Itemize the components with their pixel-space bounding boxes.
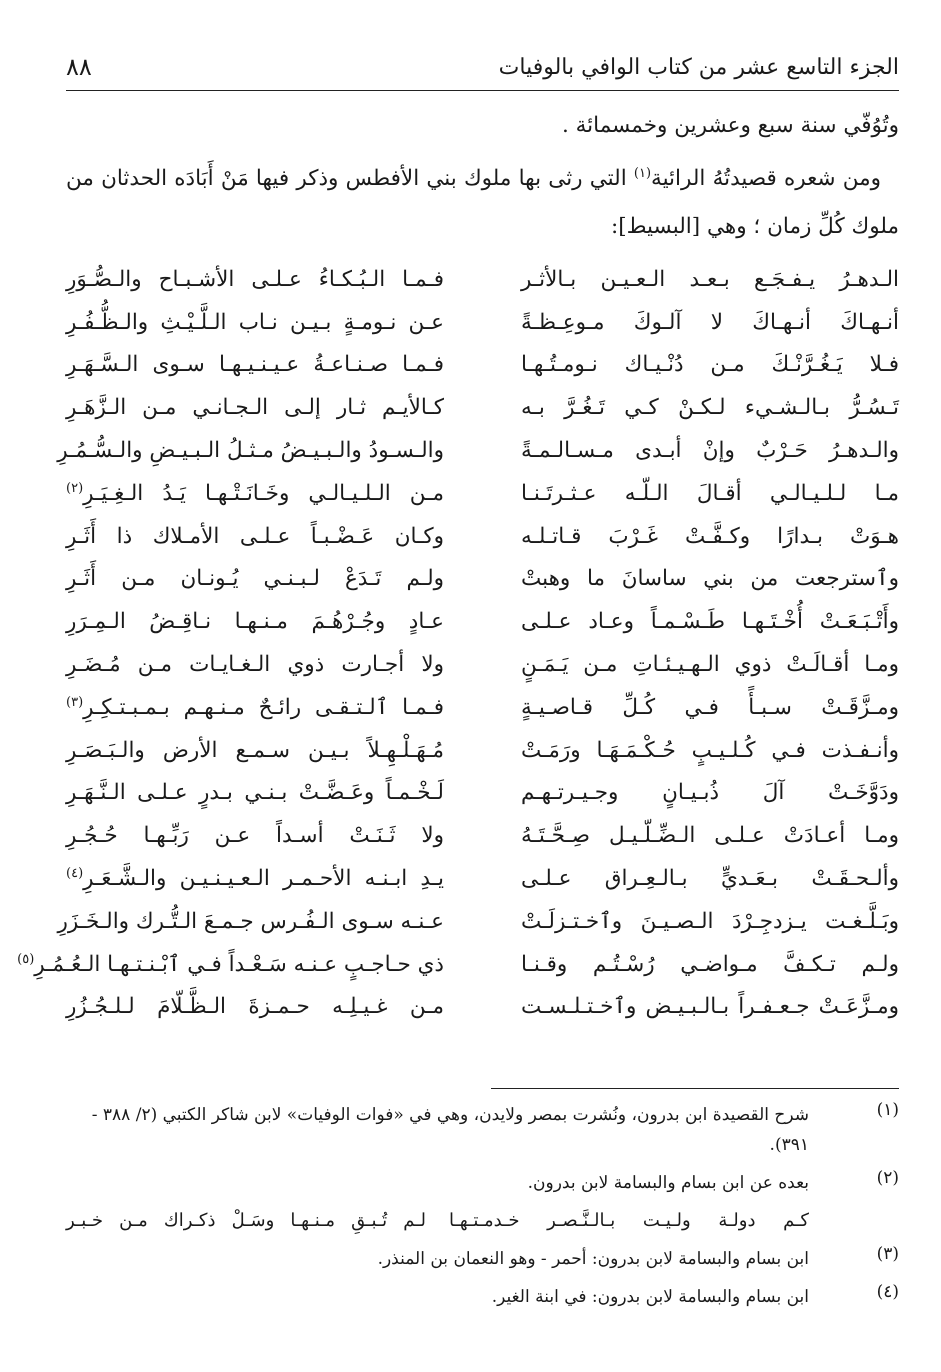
verse-line	[66, 472, 899, 515]
second-hemistich-text: ذي حـاجـبٍ عـنـه سَـعْـداً فـي ٱبْـنـتـهـا الـعُـمُـرِ	[34, 951, 444, 977]
first-hemistich: ومـزَّقَـتْ سـبـأً فـي كُـلِّ قـاصـيـةٍ	[521, 694, 899, 720]
footnote-verse-second-hemistich: لـم تُـبـقِ مـنـهـا وسَـلْ ذكـراك مـن خـبـر	[66, 1210, 426, 1231]
first-hemistich: فـلا يَـغُـرَّنْـكَ مـن دُنْـيـاك نـومـتُـهـا	[521, 352, 899, 378]
second-hemistich	[66, 695, 444, 720]
second-hemistich-text: مـن غـيـلِـه حـمـزةَ الـظَّـلّامَ لـلـجُـزُرِ	[66, 994, 444, 1020]
second-hemistich-text: عـنـه سـوى الـفُـرس جـمـعَ الـتُّـرك والـخَـزَرِ	[57, 908, 444, 934]
second-hemistich-text: فـمـا صـنـاعـةُ عـيـنـيـهـا سـوى الـسَّـهَـرِ	[66, 352, 444, 378]
first-hemistich: وبَـلَّـغـت يـزدجِـرْدَ الـصـيـنَ وٱخـتـزلَـتْ	[521, 908, 899, 934]
second-hemistich-text: ولا ثَـنَـتْ أسـداً عـن رَبِّـهـا حُـجُـرِ	[66, 823, 444, 849]
second-hemistich-text: ولا أجـارت ذوي الـغـايـات مـن مُـضَـرِ	[66, 652, 444, 678]
second-hemistich	[66, 481, 444, 506]
second-hemistich	[66, 310, 444, 335]
second-hemistich	[66, 566, 444, 591]
footnotes	[66, 1100, 899, 1320]
verse-line	[66, 729, 899, 772]
verse-line	[66, 643, 899, 686]
second-hemistich	[57, 908, 444, 934]
prose-paragraph-2	[66, 150, 899, 251]
second-hemistich	[66, 352, 444, 377]
first-hemistich: مـا لـلـيـالـي أقـالَ الـلّـه عـثـرتَـنـا	[521, 480, 899, 506]
verse-line	[66, 686, 899, 729]
footnote-text: بعده عن ابن بسام والبسامة لابن بدرون.	[527, 1173, 809, 1193]
footnote-verse-first-hemistich: كـم دولـة ولـيـت بـالـنَّـصـر خـدمـتـهـا	[449, 1210, 809, 1231]
footnote-1	[66, 1100, 899, 1160]
first-hemistich: الـدهـرُ يـفـجَـع بـعـد الـعـيـن بـالأثـر	[521, 266, 899, 292]
second-hemistich	[66, 267, 444, 292]
second-hemistich-text: مُـهَـلْـهِـلاً بـيـن سـمـع الأرض والـبَـصَـرِ	[66, 737, 444, 763]
first-hemistich: وألـحـقَـتْ بـعَـديٍّ بـالـعِـراق عـلـى	[521, 866, 899, 892]
footnote-ref: (٥)	[17, 951, 35, 967]
second-hemistich	[66, 780, 444, 805]
verse-line	[66, 772, 899, 815]
verse-line	[66, 301, 899, 344]
first-hemistich: وأَتْـبَـعَـتْ أُخْـتَـهـا طَـسْـمـاً وعـاد عـلـى	[521, 609, 899, 635]
second-hemistich-text: والـسـودُ والـبـيـضُ مـثـلُ الـبـيـضِ والـسُّـمُـرِ	[57, 438, 444, 464]
verse-line	[17, 943, 899, 986]
first-hemistich: ومـا أعـادَتْ عـلـى الـضِّـلّـيـل صِـحَّـتَـهُ	[521, 823, 899, 849]
first-hemistich: هـوَتْ بـدارًا وكـفَّـتْ غَـرْبَ قـاتـلـه	[521, 523, 899, 549]
second-hemistich-text: وكـان عَـضْـبـاً عـلـى الأمـلاك ذا أَثَـرِ	[66, 523, 444, 549]
verse-line	[57, 429, 899, 472]
first-hemistich: والـدهـرُ حَـرْبٌ وإنْ أبـدى مـسـالـمـةً	[521, 438, 899, 464]
second-hemistich	[17, 951, 444, 977]
footnote-ref-1: (١)	[633, 166, 652, 181]
prose-line-1: وتُوُفّي سنة سبع وعشرين وخمسمائة .	[561, 113, 899, 138]
second-hemistich	[66, 652, 444, 677]
page-number: ٨٨	[66, 53, 92, 81]
footnote-4	[66, 1282, 899, 1312]
footnote-number: (٣)	[876, 1244, 899, 1264]
second-hemistich-text: فـمـا الـبُـكـاءُ عـلـى الأشـبـاح والـصُّـوَرِ	[66, 266, 444, 292]
second-hemistich-text: عـادٍ وجُـرْهُـمَ مـنـهـا نـاقِـضُ الـمِـرَرِ	[66, 609, 444, 635]
footnote-ref: (٣)	[66, 694, 84, 710]
running-title: الجزء التاسع عشر من كتاب الوافي بالوفيات	[498, 54, 899, 80]
footnote-text: ابن بسام والبسامة لابن بدرون: في ابنة الغير.	[491, 1287, 809, 1307]
footnote-text: شرح القصيدة ابن بدرون، ونُشرت بمصر ولايدن، وهي في «فوات الوفيات» لابن شاكر الكتبي (٢/ ٣٨٨ - ٣٩١).	[91, 1105, 809, 1155]
second-hemistich	[66, 395, 444, 420]
second-hemistich	[66, 524, 444, 549]
footnote-number: (٤)	[876, 1282, 899, 1302]
second-hemistich-text: كـالأيـم ثـار إلـى الـجـانـي مـن الـزَّهَـرِ	[66, 395, 444, 421]
footnote-divider	[491, 1088, 899, 1089]
verse-line	[66, 986, 899, 1029]
prose-text-b: التي رثى بها ملوك بني الأفطس وذكر فيها مَنْ أَبَادَه الحدثان من ملوك كُلِّ زمان ؛ وهي [البسيط]:	[66, 166, 899, 240]
footnote-verse	[66, 1206, 809, 1236]
first-hemistich: تَـسُـرُّ بـالـشـيء لـكـنْ كـي تَـغُـرَّ بـه	[521, 395, 899, 421]
second-hemistich	[66, 738, 444, 763]
first-hemistich: وٱسترجعت من بني ساسانَ ما وهبتْ	[521, 566, 899, 592]
footnote-2	[66, 1168, 899, 1198]
prose-block	[66, 102, 899, 251]
second-hemistich	[57, 438, 444, 464]
verse-line	[66, 258, 899, 301]
second-hemistich-text: لَـخْـمـاً وعَـضَّـتْ بـنـي بـدرٍ عـلـى الـنَّـهَـرِ	[66, 780, 444, 806]
verse-line	[66, 857, 899, 900]
first-hemistich: أنـهـاكَ أنـهـاكَ لا آلـوكَ مـوعِـظـةً	[521, 309, 899, 335]
footnote-3	[66, 1244, 899, 1274]
running-header	[66, 44, 899, 91]
first-hemistich: ومـا أقـالَـتْ ذوي الـهـيـئـاتِ مـن يَـمَـنٍ	[521, 652, 899, 678]
second-hemistich-text: يـدِ ابـنـه الأحـمـر الـعـيـنـيـن والـشَّـعَـرِ	[83, 866, 444, 892]
footnote-text: ابن بسام والبسامة لابن بدرون: أحمر - وهو النعمان بن المنذر.	[377, 1249, 809, 1269]
verse-line	[66, 515, 899, 558]
footnote-ref: (٢)	[66, 480, 84, 496]
first-hemistich: وأنـفـذت فـي كُـلـيـبٍ حُـكْـمَـهَـا ورَمَـتْ	[521, 737, 899, 763]
footnote-number: (٢)	[876, 1168, 899, 1188]
second-hemistich-text: مـن الـلـيـالـي وخَـانَـتْـهـا يَـدُ الـغِـيَـرِ	[83, 480, 444, 506]
verse-line	[66, 344, 899, 387]
footnote-number: (١)	[876, 1100, 899, 1120]
poem	[17, 258, 899, 1028]
second-hemistich	[66, 823, 444, 848]
second-hemistich-text: ولـم تَـدَعْ لـبـنـي يُـونـان مـن أَثَـرِ	[66, 566, 444, 592]
verse-line	[66, 600, 899, 643]
footnote-ref: (٤)	[66, 865, 84, 881]
first-hemistich: ومـزَّعَـتْ جـعـفـراً بـالـبـيـض وٱخـتـلـسـت	[521, 994, 899, 1020]
second-hemistich-text: عـن نـومـةٍ بـيـن نـاب الـلَّـيْـثِ والـظُّـفُـرِ	[66, 309, 444, 335]
second-hemistich	[66, 609, 444, 634]
prose-text-a: ومن شعره قصيدتُهُ الرائية	[651, 166, 881, 192]
second-hemistich	[66, 866, 444, 891]
second-hemistich	[66, 994, 444, 1019]
verse-line	[66, 814, 899, 857]
second-hemistich-text: فـمـا ٱلـتـقـى رائـحٌ مـنـهـم بـمـبـتـكِـرِ	[83, 694, 444, 720]
first-hemistich: ودَوَّخَـتْ آلَ ذُبـيـانٍ وجـيـرتـهـم	[521, 780, 899, 806]
verse-line	[57, 900, 899, 943]
verse-line	[66, 386, 899, 429]
verse-line	[66, 558, 899, 601]
first-hemistich: ولـم تـكـفَّ مـواضـي رُسْـتُـم وقـنـا	[521, 951, 899, 977]
